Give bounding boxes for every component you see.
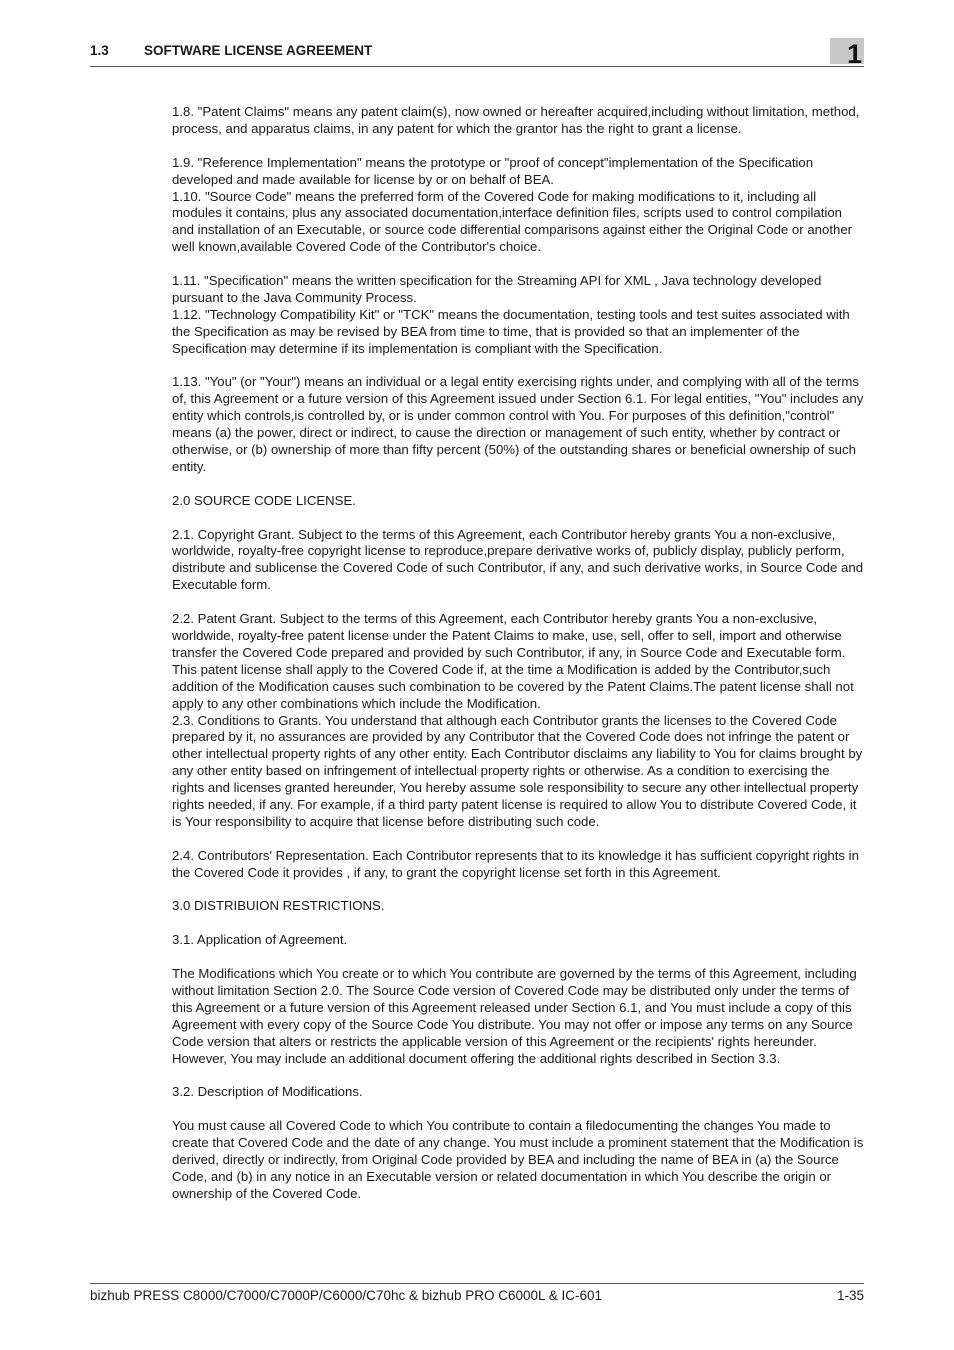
license-paragraph: 3.0 DISTRIBUION RESTRICTIONS. bbox=[172, 898, 385, 914]
chapter-number: 1 bbox=[846, 39, 862, 69]
page-header bbox=[90, 40, 864, 67]
license-paragraph: 1.11. "Specification" means the written specification for the Streaming API for XML , Java technology developed pursuant to the Java Community Process. bbox=[172, 273, 822, 305]
license-paragraph: 2.2. Patent Grant. Subject to the terms of this Agreement, each Contributor hereby grants You a non-exclusive, worldwide, royalty-free patent license under the Patent Claims to make, use, sell, offer to sell, import and otherwise transfer the Covered Code prepared and provided by such Contributor, if any, in Source Code and Executable form. This patent license shall apply to the Covered Code if, at the time a Modification is added by the Contributor,such addition of the Modification causes such combination to be covered by the Patent Claims.The patent license shall not apply to any other combinations which include the Modification. bbox=[172, 611, 854, 711]
license-paragraph: 2.3. Conditions to Grants. You understand that although each Contributor grants the licenses to the Covered Code prepared by it, no assurances are provided by any Contributor that the Covered Code does not infringe the patent or other intellectual property rights of any other entity. Each Contributor disclaims any liability to You for claims brought by any other entity based on infringement of intellectual property rights or otherwise. As a condition to exercising the rights and licenses granted hereunder, You hereby assume sole responsibility to secure any other intellectual property rights needed, if any. For example, if a third party patent license is required to allow You to distribute Covered Code, it is Your responsibility to acquire that license before distributing such code. bbox=[172, 712, 863, 829]
license-paragraph: The Modifications which You create or to which You contribute are governed by the terms of this Agreement, including without limitation Section 2.0. The Source Code version of Covered Code may be distributed only under the terms of this Agreement or a future version of this Agreement released under Section 6.1, and You must include a copy of this Agreement with every copy of the Source Code You distribute. You may not offer or impose any terms on any Source Code version that alters or restricts the applicable version of this Agreement or the recipients' rights hereunder. However, You may include an additional document offering the additional rights described in Section 3.3. bbox=[172, 966, 857, 1066]
section-title: SOFTWARE LICENSE AGREEMENT bbox=[144, 43, 373, 58]
license-paragraph: 3.1. Application of Agreement. bbox=[172, 932, 348, 948]
page-number: 1-35 bbox=[836, 1288, 864, 1303]
license-paragraph: 1.13. "You" (or "Your") means an individual or a legal entity exercising rights under, and complying with all of the terms of, this Agreement or a future version of this Agreement issued under Section 6.1. For legal entities, "You" includes any entity which controls,is controlled by, or is under common control with You. For purposes of this definition,"control" means (a) the power, direct or indirect, to cause the direction or management of such entity, whether by contract or otherwise, or (b) ownership of more than fifty percent (50%) of the outstanding shares or beneficial ownership of such entity. bbox=[172, 374, 864, 474]
license-paragraph: 3.2. Description of Modifications. bbox=[172, 1084, 363, 1100]
license-paragraph: 2.1. Copyright Grant. Subject to the terms of this Agreement, each Contributor hereby grants You a non-exclusive, worldwide, royalty-free copyright license to reproduce,prepare derivative works of, publicly display, publicly perform, distribute and sublicense the Covered Code of such Contributor, if any, and such derivative works, in Source Code and Executable form. bbox=[172, 526, 864, 593]
license-paragraph: 1.9. "Reference Implementation" means the prototype or "proof of concept"implementation of the Specification developed and made available for license by or on behalf of BEA. bbox=[172, 154, 814, 187]
page-footer bbox=[90, 1283, 864, 1308]
license-body bbox=[172, 104, 864, 1203]
license-paragraph: 1.10. "Source Code" means the preferred form of the Covered Code for making modifications to it, including all modules it contains, plus any associated documentation,interface definition files, scripts used to control compilation and installation of an Executable, or source code differential comparisons against either the Original Code or another well known,available Covered Code of the Contributor's choice. bbox=[172, 188, 853, 255]
license-paragraph: 1.12. "Technology Compatibility Kit" or "TCK" means the documentation, testing tools and test suites associated with the Specification as may be revised by BEA from time to time, that is provided so that an implementer of the Specification may determine if its implementation is compliant with the Specification. bbox=[172, 306, 850, 356]
license-paragraph: 1.8. "Patent Claims" means any patent claim(s), now owned or hereafter acquired,including without limitation, method, process, and apparatus claims, in any patent for which the grantor has the right to grant a license. bbox=[172, 104, 860, 136]
license-paragraph: You must cause all Covered Code to which You contribute to contain a filedocumenting the changes You made to create that Covered Code and the date of any change. You must include a prominent statement that the Modification is derived, directly or indirectly, from Original Code provided by BEA and including the name of BEA in (a) the Source Code, and (b) in any notice in an Executable version or related documentation in which You describe the origin or ownership of the Covered Code. bbox=[172, 1118, 864, 1201]
section-number: 1.3 bbox=[90, 43, 109, 58]
product-name: bizhub PRESS C8000/C7000/C7000P/C6000/C70hc & bizhub PRO C6000L & IC-601 bbox=[90, 1288, 603, 1303]
license-paragraph: 2.4. Contributors' Representation. Each Contributor represents that to its knowledge it has sufficient copyright rights in the Covered Code it provides , if any, to grant the copyright license set forth in this Agreement. bbox=[172, 847, 859, 880]
license-paragraph: 2.0 SOURCE CODE LICENSE. bbox=[172, 492, 356, 508]
